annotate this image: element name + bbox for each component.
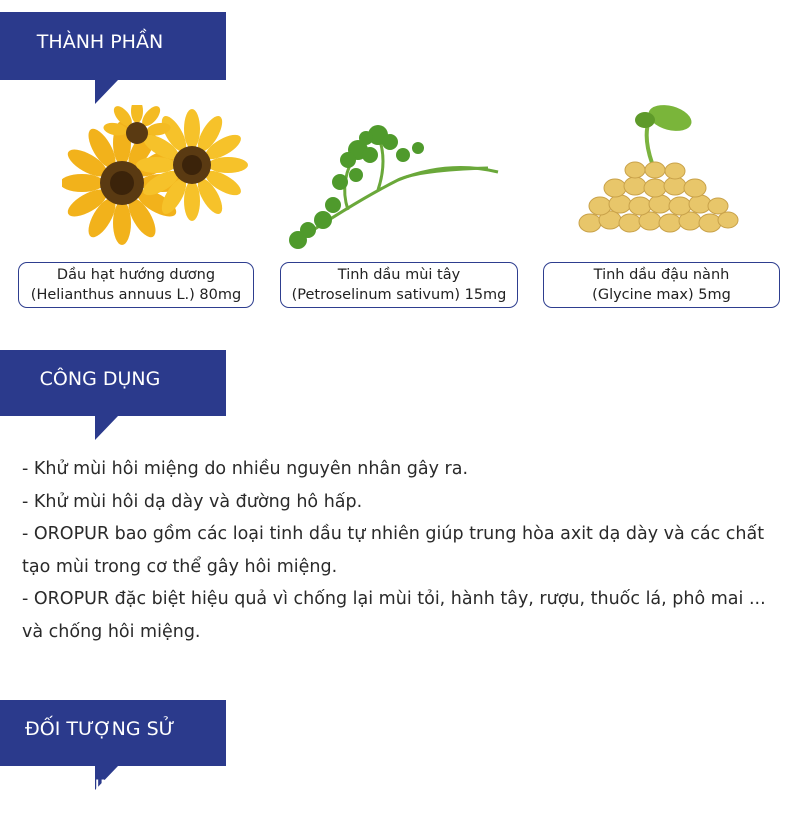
uses-line: - Khử mùi hôi miệng do nhiều nguyên nhân gây ra. (22, 459, 469, 479)
ingredient-name: Tinh dầu mùi tây (337, 267, 461, 283)
section-banner-target (0, 700, 226, 800)
uses-line: - OROPUR bao gồm các loại tinh dầu tự nhiên giúp trung hòa axit dạ dày và các chất (22, 524, 765, 544)
section-banner-ingredients (0, 12, 226, 112)
parsley-image (278, 110, 513, 260)
uses-text-block (22, 453, 792, 648)
ingredient-name: Tinh dầu đậu nành (593, 267, 730, 283)
sunflower-image (62, 105, 252, 255)
ingredient-dose: (Glycine max) 5mg (592, 287, 731, 303)
uses-line: - Khử mùi hôi dạ dày và đường hô hấp. (22, 491, 363, 512)
section-title: ĐỐI TƯỢNG SỬ DỤNG (25, 718, 175, 798)
ingredient-caption-soybean (543, 262, 780, 308)
uses-line: - OROPUR đặc biệt hiệu quả vì chống lại mùi tỏi, hành tây, rượu, thuốc lá, phô mai ... (22, 589, 766, 609)
ingredient-dose: (Petroselinum sativum) 15mg (291, 287, 507, 303)
ingredient-caption-parsley (280, 262, 518, 308)
uses-line: và chống hôi miệng. (22, 621, 201, 642)
ingredient-caption-sunflower (18, 262, 254, 308)
section-title: CÔNG DỤNG (39, 368, 161, 390)
ingredient-name: Dầu hạt hướng dương (56, 267, 216, 283)
section-banner-uses (0, 350, 226, 450)
uses-line: tạo mùi trong cơ thể gây hôi miệng. (22, 556, 338, 577)
ingredient-dose: (Helianthus annuus L.) 80mg (30, 287, 242, 303)
section-title: THÀNH PHẦN (36, 31, 164, 53)
soybean-image (560, 98, 760, 248)
